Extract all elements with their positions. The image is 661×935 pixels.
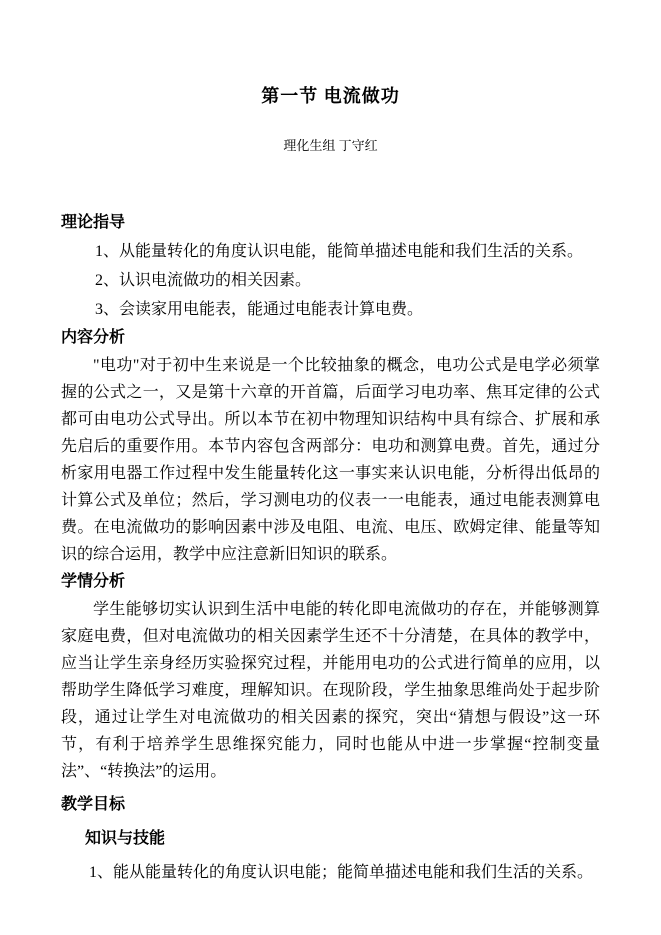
document-byline: 理化生组 丁守红 — [283, 138, 378, 153]
list-item: 1、能从能量转化的角度认识电能；能简单描述电能和我们生活的关系。 — [89, 864, 594, 881]
section-heading-teaching-goals: 教学目标 — [61, 796, 126, 813]
section-heading-theory-guidance: 理论指导 — [61, 214, 126, 231]
section-heading-content-analysis: 内容分析 — [61, 329, 126, 346]
learner-analysis-paragraph: 学生能够切实认识到生活中电能的转化即电流做功的存在，并能够测算家庭电费，但对电流做功的相关因素学生还不十分清楚，在具体的教学中，应当让学生亲身经历实验探究过程，并能用电功的公式进行简单的应用，以帮助学生降低学习难度，理解知识。在现阶段，学生抽象思维尚处于起步阶段，通过让学生对电流做功的相关因素的探究，突出“猜想与假设”这一环节，有利于培养学生思维探究能力，同时也能从中进一步掌握“控制变量法”、“转换法”的运用。 — [61, 601, 600, 780]
list-item: 3、会读家用电能表，能通过电能表计算电费。 — [95, 301, 424, 318]
theory-guidance-list — [61, 237, 600, 324]
section-heading-learner-analysis: 学情分析 — [61, 573, 126, 590]
content-analysis-paragraph: "电功"对于初中生来说是一个比较抽象的概念，电功公式是电学必须掌握的公式之一，又是第十六章的开首篇，后面学习电功率、焦耳定律的公式都可由电功公式导出。所以本节在初中物理知识结构中具有综合、扩展和承先启后的重要作用。本节内容包含两部分：电功和测算电费。首先，通过分析家用电器工作过程中发生能量转化这一事实来认识电能，分析得出低昂的计算公式及单位；然后，学习测电功的仪表一一电能表，通过电能表测算电费。在电流做功的影响因素中涉及电阻、电流、电压、欧姆定律、能量等知识的综合运用，教学中应注意新旧知识的联系。 — [61, 357, 600, 563]
subheading-knowledge-and-skills: 知识与技能 — [85, 830, 166, 847]
document-title: 第一节 电流做功 — [261, 86, 400, 106]
list-item: 1、从能量转化的角度认识电能，能简单描述电能和我们生活的关系。 — [95, 243, 584, 260]
list-item: 2、认识电流做功的相关因素。 — [95, 272, 312, 289]
